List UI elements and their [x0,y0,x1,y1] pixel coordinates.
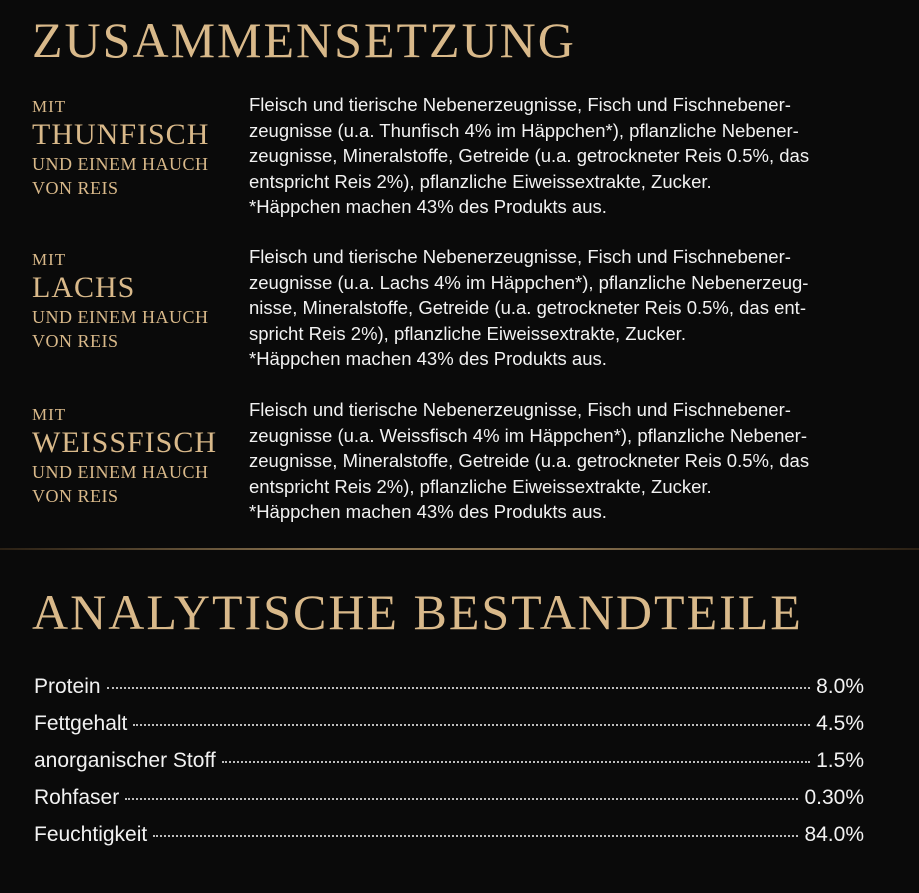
ingredients-text [249,92,899,220]
ingredients-text [249,244,899,372]
analysis-value: 8.0% [816,675,864,698]
variant-fish-name: THUNFISCH [32,118,210,151]
variant-subtitle-1: UND EINEM HAUCH [32,462,209,482]
ingredients-line: *Häppchen machen 43% des Produkts aus. [249,196,607,217]
variant-subtitle-2: VON REIS [32,178,119,198]
dot-leader [153,835,798,837]
analysis-name: Rohfaser [34,786,120,809]
variant-mit: MIT [32,97,67,116]
ingredients-line: Fleisch und tierische Nebenerzeugnisse, Fisch und Fischnebener- [249,246,791,267]
analysis-row [34,712,864,749]
ingredients-line: spricht Reis 2%), pflanzliche Eiweissextrakte, Zucker. [249,322,686,344]
variant-mit: MIT [32,250,67,269]
ingredients-line: nisse, Mineralstoffe, Getreide (u.a. getrockneter Reis 0.5%, das ent- [249,297,806,318]
analysis-row [34,675,864,712]
ingredients-line: zeugnisse (u.a. Weissfisch 4% im Häppchen*), pflanzliche Nebener- [249,424,808,446]
dot-leader [107,687,811,689]
composition-title: ZUSAMMENSETZUNG [32,12,576,68]
analysis-name: anorganischer Stoff [34,749,216,772]
ingredients-line: zeugnisse, Mineralstoffe, Getreide (u.a. getrockneter Reis 0.5%, das [249,450,810,471]
variant-mit: MIT [32,405,67,424]
analysis-value: 84.0% [804,823,864,846]
dot-leader [133,724,810,726]
dot-leader [222,761,810,763]
analysis-row [34,749,864,786]
analysis-title: ANALYTISCHE BESTANDTEILE [32,584,803,640]
ingredients-line: Fleisch und tierische Nebenerzeugnisse, Fisch und Fischnebener- [249,94,791,115]
analysis-name: Protein [34,675,101,698]
analysis-row [34,823,864,860]
analysis-value: 1.5% [816,749,864,772]
variant-fish-name: WEISSFISCH [32,426,218,459]
variant-label [32,237,242,353]
ingredients-text [249,397,899,525]
variant-label [32,392,242,508]
ingredients-line: *Häppchen machen 43% des Produkts aus. [249,501,607,522]
analysis-name: Fettgehalt [34,712,128,735]
ingredients-line: zeugnisse (u.a. Lachs 4% im Häppchen*), pflanzliche Nebenerzeug- [249,271,809,293]
variant-label [32,84,242,200]
variant-subtitle-2: VON REIS [32,331,119,351]
ingredients-line: Fleisch und tierische Nebenerzeugnisse, Fisch und Fischnebener- [249,399,791,420]
ingredients-line: *Häppchen machen 43% des Produkts aus. [249,348,607,369]
analysis-value: 0.30% [804,786,864,809]
ingredients-line: zeugnisse, Mineralstoffe, Getreide (u.a. getrockneter Reis 0.5%, das [249,145,810,166]
ingredients-line: entspricht Reis 2%), pflanzliche Eiweissextrakte, Zucker. [249,475,712,497]
ingredients-line: zeugnisse (u.a. Thunfisch 4% im Häppchen*), pflanzliche Nebener- [249,119,799,141]
section-divider [0,548,919,550]
variant-subtitle-2: VON REIS [32,486,119,506]
variant-fish-name: LACHS [32,271,136,304]
variant-subtitle-1: UND EINEM HAUCH [32,154,209,174]
variant-subtitle-1: UND EINEM HAUCH [32,307,209,327]
ingredients-line: entspricht Reis 2%), pflanzliche Eiweissextrakte, Zucker. [249,170,712,192]
analysis-row [34,786,864,823]
analysis-table [34,675,864,860]
analysis-name: Feuchtigkeit [34,823,148,846]
dot-leader [125,798,798,800]
analysis-value: 4.5% [816,712,864,735]
